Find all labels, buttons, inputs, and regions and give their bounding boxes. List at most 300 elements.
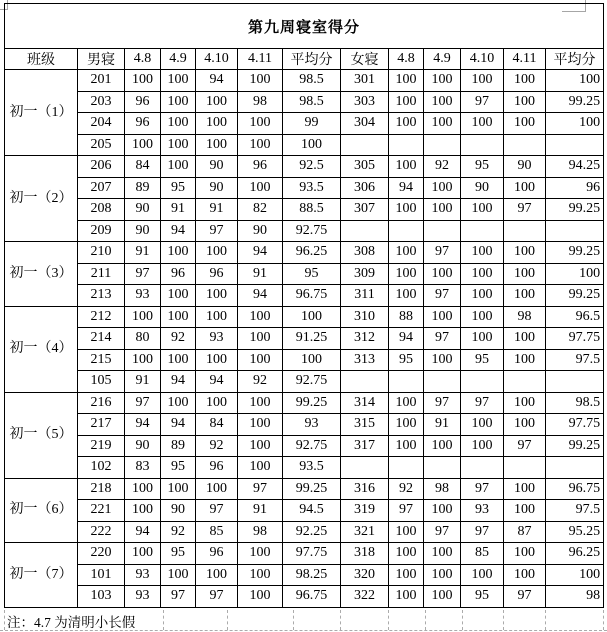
table-row: [5, 220, 604, 242]
female-dorm-number: 320: [341, 564, 389, 586]
score-cell: [389, 371, 424, 393]
score-cell: 100: [161, 156, 196, 178]
score-cell: 100: [389, 91, 424, 113]
dashed-gridline-vertical: [340, 610, 341, 630]
female-dorm-number: 318: [341, 543, 389, 565]
table-row: [5, 564, 604, 586]
score-cell: [424, 371, 461, 393]
page-title: 第九周寝室得分: [5, 4, 604, 49]
score-cell: 100: [238, 177, 283, 199]
score-cell: 88.5: [283, 199, 341, 221]
male-dorm-number: 203: [78, 91, 125, 113]
score-cell: 95: [461, 156, 504, 178]
score-cell: 100: [504, 564, 546, 586]
score-cell: 100: [161, 349, 196, 371]
score-cell: 92: [424, 156, 461, 178]
female-dorm-number: 309: [341, 263, 389, 285]
table-row: [5, 285, 604, 307]
dashed-gridline-vertical: [545, 610, 546, 630]
score-cell: 97: [504, 586, 546, 608]
score-cell: 80: [125, 328, 161, 350]
score-cell: 90: [125, 220, 161, 242]
female-dorm-number: 307: [341, 199, 389, 221]
score-cell: 100: [461, 70, 504, 92]
score-cell: 96.25: [546, 543, 604, 565]
score-cell: 100: [389, 564, 424, 586]
score-cell: 97: [424, 521, 461, 543]
score-cell: 100: [238, 306, 283, 328]
female-dorm-number: 316: [341, 478, 389, 500]
score-cell: 96.25: [283, 242, 341, 264]
male-dorm-number: 212: [78, 306, 125, 328]
score-cell: 100: [238, 113, 283, 135]
male-dorm-number: 105: [78, 371, 125, 393]
dashed-gridline-vertical: [462, 610, 463, 630]
score-cell: 100: [504, 242, 546, 264]
score-cell: 97: [196, 500, 238, 522]
score-cell: 94: [238, 242, 283, 264]
score-cell: [461, 371, 504, 393]
score-cell: 93.5: [283, 177, 341, 199]
score-cell: 100: [238, 349, 283, 371]
score-cell: 100: [283, 306, 341, 328]
table-row: [5, 371, 604, 393]
score-cell: 100: [504, 91, 546, 113]
male-dorm-number: 211: [78, 263, 125, 285]
score-cell: 96: [125, 113, 161, 135]
score-cell: 89: [161, 435, 196, 457]
score-cell: 92.75: [283, 435, 341, 457]
score-cell: 97: [424, 285, 461, 307]
female-dorm-number: 304: [341, 113, 389, 135]
score-cell: 85: [461, 543, 504, 565]
score-cell: 100: [196, 134, 238, 156]
score-cell: 100: [424, 586, 461, 608]
score-cell: 96: [196, 543, 238, 565]
score-cell: 99.25: [546, 91, 604, 113]
score-cell: 100: [238, 435, 283, 457]
score-cell: 100: [424, 263, 461, 285]
score-cell: 83: [125, 457, 161, 479]
score-cell: [504, 134, 546, 156]
score-cell: 93: [125, 564, 161, 586]
score-cell: [546, 371, 604, 393]
score-cell: 100: [238, 543, 283, 565]
score-cell: 97: [125, 263, 161, 285]
footer-area: [0, 609, 607, 632]
score-cell: 100: [461, 306, 504, 328]
score-cell: 94.25: [546, 156, 604, 178]
score-cell: 88: [389, 306, 424, 328]
score-cell: 90: [196, 177, 238, 199]
score-cell: 97.5: [546, 500, 604, 522]
col-header-avg: 平均分: [546, 49, 604, 70]
dashed-gridline-vertical: [163, 610, 164, 630]
male-dorm-number: 217: [78, 414, 125, 436]
score-cell: 100: [424, 435, 461, 457]
score-cell: 100: [196, 392, 238, 414]
score-cell: 100: [389, 199, 424, 221]
table-row: [5, 242, 604, 264]
score-cell: 85: [196, 521, 238, 543]
score-cell: 100: [161, 70, 196, 92]
score-cell: 100: [161, 392, 196, 414]
dashed-gridline-vertical: [293, 610, 294, 630]
score-cell: 93: [125, 285, 161, 307]
score-cell: 100: [125, 478, 161, 500]
dashed-gridline-horizontal: [0, 630, 607, 631]
score-cell: 95: [461, 586, 504, 608]
score-cell: 96: [238, 156, 283, 178]
score-cell: 100: [504, 543, 546, 565]
score-cell: 93.5: [283, 457, 341, 479]
dashed-gridline-vertical: [227, 610, 228, 630]
score-cell: 100: [238, 134, 283, 156]
score-cell: 100: [125, 306, 161, 328]
score-cell: 91.25: [283, 328, 341, 350]
score-cell: [424, 220, 461, 242]
female-dorm-number: 312: [341, 328, 389, 350]
score-cell: 100: [389, 414, 424, 436]
score-cell: 90: [161, 500, 196, 522]
score-cell: 92: [389, 478, 424, 500]
score-cell: 95: [283, 263, 341, 285]
class-label: 初一（6）: [5, 478, 78, 543]
female-dorm-number: 321: [341, 521, 389, 543]
table-row: [5, 134, 604, 156]
female-dorm-number: 313: [341, 349, 389, 371]
score-cell: 90: [504, 156, 546, 178]
score-cell: 100: [161, 564, 196, 586]
score-cell: 97: [504, 435, 546, 457]
score-cell: 100: [161, 134, 196, 156]
score-cell: 93: [283, 414, 341, 436]
score-cell: 100: [389, 70, 424, 92]
dashed-gridline-vertical: [388, 610, 389, 630]
female-dorm-number: 319: [341, 500, 389, 522]
score-cell: [546, 220, 604, 242]
score-cell: 97.75: [283, 543, 341, 565]
score-cell: 100: [238, 70, 283, 92]
score-cell: 100: [125, 70, 161, 92]
score-cell: 97: [504, 199, 546, 221]
score-cell: 100: [389, 113, 424, 135]
score-cell: 100: [546, 113, 604, 135]
table-row: [5, 156, 604, 178]
score-cell: [461, 134, 504, 156]
score-cell: 100: [461, 285, 504, 307]
score-cell: [389, 134, 424, 156]
score-table: [4, 3, 604, 608]
score-cell: 97: [461, 478, 504, 500]
score-cell: 100: [546, 263, 604, 285]
score-cell: 95.25: [546, 521, 604, 543]
score-cell: 97.75: [546, 328, 604, 350]
score-cell: 91: [238, 263, 283, 285]
class-label: 初一（1）: [5, 70, 78, 156]
score-cell: 97: [424, 242, 461, 264]
score-cell: [424, 457, 461, 479]
score-cell: 100: [461, 564, 504, 586]
score-cell: 100: [196, 306, 238, 328]
col-header-date: 4.9: [161, 49, 196, 70]
score-cell: 91: [125, 242, 161, 264]
score-cell: 100: [461, 263, 504, 285]
score-cell: [546, 457, 604, 479]
score-cell: 82: [238, 199, 283, 221]
score-cell: 92: [161, 328, 196, 350]
score-cell: 100: [546, 564, 604, 586]
male-dorm-number: 207: [78, 177, 125, 199]
col-header-class: 班级: [5, 49, 78, 70]
male-dorm-number: 218: [78, 478, 125, 500]
table-row: [5, 70, 604, 92]
table-row: [5, 414, 604, 436]
female-dorm-number: 317: [341, 435, 389, 457]
col-header-date: 4.9: [424, 49, 461, 70]
score-cell: 100: [196, 285, 238, 307]
table-row: [5, 457, 604, 479]
score-cell: 96.75: [283, 586, 341, 608]
table-row: [5, 177, 604, 199]
score-cell: 89: [125, 177, 161, 199]
score-cell: 96: [125, 91, 161, 113]
score-cell: 90: [196, 156, 238, 178]
score-cell: 100: [196, 564, 238, 586]
score-cell: 100: [161, 478, 196, 500]
score-cell: 100: [389, 263, 424, 285]
score-cell: [389, 457, 424, 479]
header-row: [5, 49, 604, 70]
score-cell: 100: [504, 414, 546, 436]
score-cell: 97: [424, 392, 461, 414]
score-cell: 99.25: [546, 285, 604, 307]
score-cell: 91: [238, 500, 283, 522]
score-cell: 100: [238, 328, 283, 350]
score-cell: 100: [161, 91, 196, 113]
score-cell: 99.25: [546, 435, 604, 457]
score-cell: 100: [196, 113, 238, 135]
score-cell: 100: [424, 199, 461, 221]
score-cell: 94: [161, 371, 196, 393]
male-dorm-number: 213: [78, 285, 125, 307]
male-dorm-number: 102: [78, 457, 125, 479]
score-cell: 100: [125, 349, 161, 371]
score-cell: 94.5: [283, 500, 341, 522]
score-cell: 94: [125, 414, 161, 436]
score-cell: 100: [238, 392, 283, 414]
female-dorm-number: 314: [341, 392, 389, 414]
table-row: [5, 435, 604, 457]
score-cell: 100: [389, 285, 424, 307]
score-cell: 100: [196, 349, 238, 371]
score-cell: 98.5: [546, 392, 604, 414]
score-cell: 100: [424, 543, 461, 565]
dashed-gridline-vertical: [603, 610, 604, 630]
score-cell: 100: [161, 113, 196, 135]
dashed-gridline-vertical: [4, 610, 5, 630]
score-cell: 100: [125, 134, 161, 156]
female-dorm-number: 315: [341, 414, 389, 436]
col-header-avg: 平均分: [283, 49, 341, 70]
col-header-date: 4.11: [504, 49, 546, 70]
score-cell: 95: [161, 457, 196, 479]
col-header-female: 女寝: [341, 49, 389, 70]
score-cell: 92.25: [283, 521, 341, 543]
score-cell: 100: [389, 586, 424, 608]
female-dorm-number: 308: [341, 242, 389, 264]
col-header-male: 男寝: [78, 49, 125, 70]
score-cell: 100: [389, 392, 424, 414]
score-cell: 100: [424, 500, 461, 522]
score-cell: 97: [461, 521, 504, 543]
score-cell: 100: [161, 285, 196, 307]
table-row: [5, 349, 604, 371]
col-header-date: 4.10: [461, 49, 504, 70]
score-cell: 100: [461, 113, 504, 135]
table-row: [5, 328, 604, 350]
score-cell: 100: [389, 242, 424, 264]
score-cell: 92: [196, 435, 238, 457]
female-dorm-number: [341, 134, 389, 156]
score-cell: 99: [283, 113, 341, 135]
male-dorm-number: 101: [78, 564, 125, 586]
score-cell: 96.5: [546, 306, 604, 328]
male-dorm-number: 219: [78, 435, 125, 457]
score-cell: 100: [389, 543, 424, 565]
score-cell: [546, 134, 604, 156]
score-cell: 84: [125, 156, 161, 178]
score-cell: [504, 371, 546, 393]
class-label: 初一（7）: [5, 543, 78, 608]
score-cell: 100: [238, 564, 283, 586]
score-cell: 100: [504, 263, 546, 285]
score-cell: 100: [389, 156, 424, 178]
score-cell: 100: [461, 414, 504, 436]
score-cell: 100: [424, 177, 461, 199]
score-cell: 100: [461, 199, 504, 221]
score-cell: 94: [161, 220, 196, 242]
class-label: 初一（4）: [5, 306, 78, 392]
score-cell: 92.75: [283, 371, 341, 393]
score-cell: 100: [424, 91, 461, 113]
score-cell: 97: [125, 392, 161, 414]
male-dorm-number: 222: [78, 521, 125, 543]
score-cell: 97: [196, 220, 238, 242]
score-cell: 95: [389, 349, 424, 371]
class-label: 初一（2）: [5, 156, 78, 242]
score-cell: 98.5: [283, 70, 341, 92]
female-dorm-number: 311: [341, 285, 389, 307]
female-dorm-number: 310: [341, 306, 389, 328]
male-dorm-number: 206: [78, 156, 125, 178]
score-cell: 100: [504, 285, 546, 307]
score-cell: 92: [161, 521, 196, 543]
score-cell: 100: [196, 478, 238, 500]
female-dorm-number: 322: [341, 586, 389, 608]
col-header-date: 4.8: [389, 49, 424, 70]
score-cell: 92.75: [283, 220, 341, 242]
table-row: [5, 543, 604, 565]
score-cell: 94: [389, 177, 424, 199]
score-cell: 97: [389, 500, 424, 522]
table-row: [5, 500, 604, 522]
female-dorm-number: 306: [341, 177, 389, 199]
score-cell: 94: [196, 371, 238, 393]
score-cell: 91: [196, 199, 238, 221]
score-cell: 97: [196, 586, 238, 608]
female-dorm-number: 301: [341, 70, 389, 92]
score-cell: 100: [389, 435, 424, 457]
score-cell: 100: [504, 500, 546, 522]
score-cell: 100: [161, 242, 196, 264]
score-cell: 98: [546, 586, 604, 608]
score-cell: 91: [125, 371, 161, 393]
score-cell: 90: [125, 199, 161, 221]
score-cell: 92.5: [283, 156, 341, 178]
footnote: 注：4.7 为清明小长假: [7, 615, 136, 630]
dashed-gridline-vertical: [425, 610, 426, 630]
male-dorm-number: 220: [78, 543, 125, 565]
score-cell: 94: [196, 70, 238, 92]
score-cell: 100: [504, 113, 546, 135]
female-dorm-number: [341, 457, 389, 479]
score-cell: 84: [196, 414, 238, 436]
score-cell: 99.25: [546, 242, 604, 264]
score-cell: 90: [461, 177, 504, 199]
score-cell: 100: [461, 435, 504, 457]
male-dorm-number: 204: [78, 113, 125, 135]
table-row: [5, 113, 604, 135]
male-dorm-number: 209: [78, 220, 125, 242]
score-cell: 98: [238, 521, 283, 543]
female-dorm-number: 305: [341, 156, 389, 178]
score-cell: 100: [238, 457, 283, 479]
score-cell: 100: [238, 586, 283, 608]
score-cell: 99.25: [283, 478, 341, 500]
score-cell: 96: [196, 263, 238, 285]
score-cell: 95: [161, 543, 196, 565]
score-cell: 100: [389, 521, 424, 543]
score-cell: 100: [424, 70, 461, 92]
score-cell: 100: [504, 328, 546, 350]
score-cell: 100: [504, 349, 546, 371]
score-cell: 100: [504, 478, 546, 500]
score-cell: 97.75: [546, 414, 604, 436]
score-cell: 97.5: [546, 349, 604, 371]
score-cell: 100: [196, 91, 238, 113]
score-cell: [504, 457, 546, 479]
score-cell: 100: [424, 564, 461, 586]
male-dorm-number: 216: [78, 392, 125, 414]
score-cell: 93: [196, 328, 238, 350]
male-dorm-number: 103: [78, 586, 125, 608]
score-cell: 97: [461, 392, 504, 414]
score-cell: 98: [424, 478, 461, 500]
dashed-gridline-vertical: [503, 610, 504, 630]
score-cell: 100: [546, 70, 604, 92]
score-cell: 96.75: [283, 285, 341, 307]
table-row: [5, 199, 604, 221]
col-header-date: 4.8: [125, 49, 161, 70]
score-cell: 98: [504, 306, 546, 328]
score-cell: 100: [238, 414, 283, 436]
score-table-body: [5, 70, 604, 608]
score-cell: 97: [238, 478, 283, 500]
score-cell: 100: [424, 349, 461, 371]
score-cell: 100: [504, 70, 546, 92]
male-dorm-number: 205: [78, 134, 125, 156]
